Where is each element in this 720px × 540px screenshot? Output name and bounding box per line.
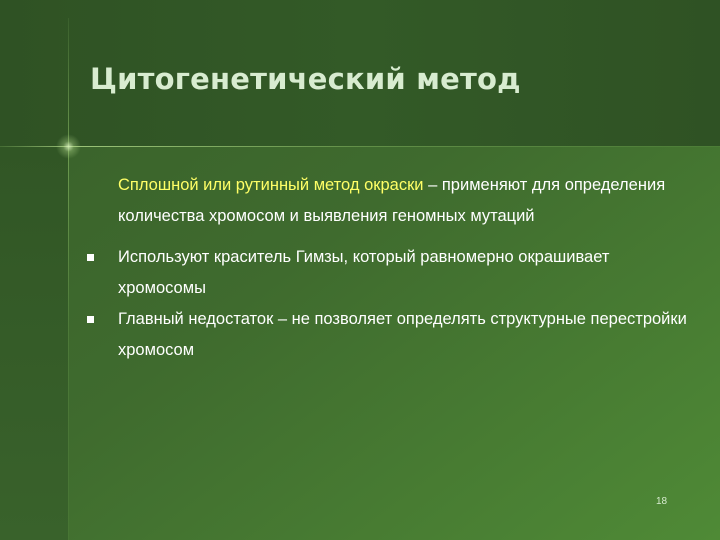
slide-content — [118, 170, 698, 366]
page-number: 18 — [656, 496, 668, 507]
horizontal-divider-line — [0, 146, 720, 147]
left-decorative-strip — [0, 146, 68, 540]
intro-paragraph — [118, 170, 698, 232]
bullet-item — [118, 242, 698, 304]
slide-title: Цитогенетический метод — [90, 62, 521, 96]
vertical-divider-line — [68, 18, 69, 540]
intro-highlight: Сплошной или рутинный метод окраски — [118, 176, 424, 194]
bullet-item — [118, 304, 698, 366]
square-bullet-icon — [87, 316, 94, 323]
bullet-text: Главный недостаток – не позволяет определять структурные перестройки хромосом — [118, 310, 687, 359]
intro-text: – применяют для определения количества хромосом и выявления геномных мутаций — [118, 176, 666, 225]
square-bullet-icon — [87, 254, 94, 261]
sparkle-decoration — [56, 134, 81, 159]
bullet-text: Используют краситель Гимзы, который равномерно окрашивает хромосомы — [118, 248, 610, 297]
